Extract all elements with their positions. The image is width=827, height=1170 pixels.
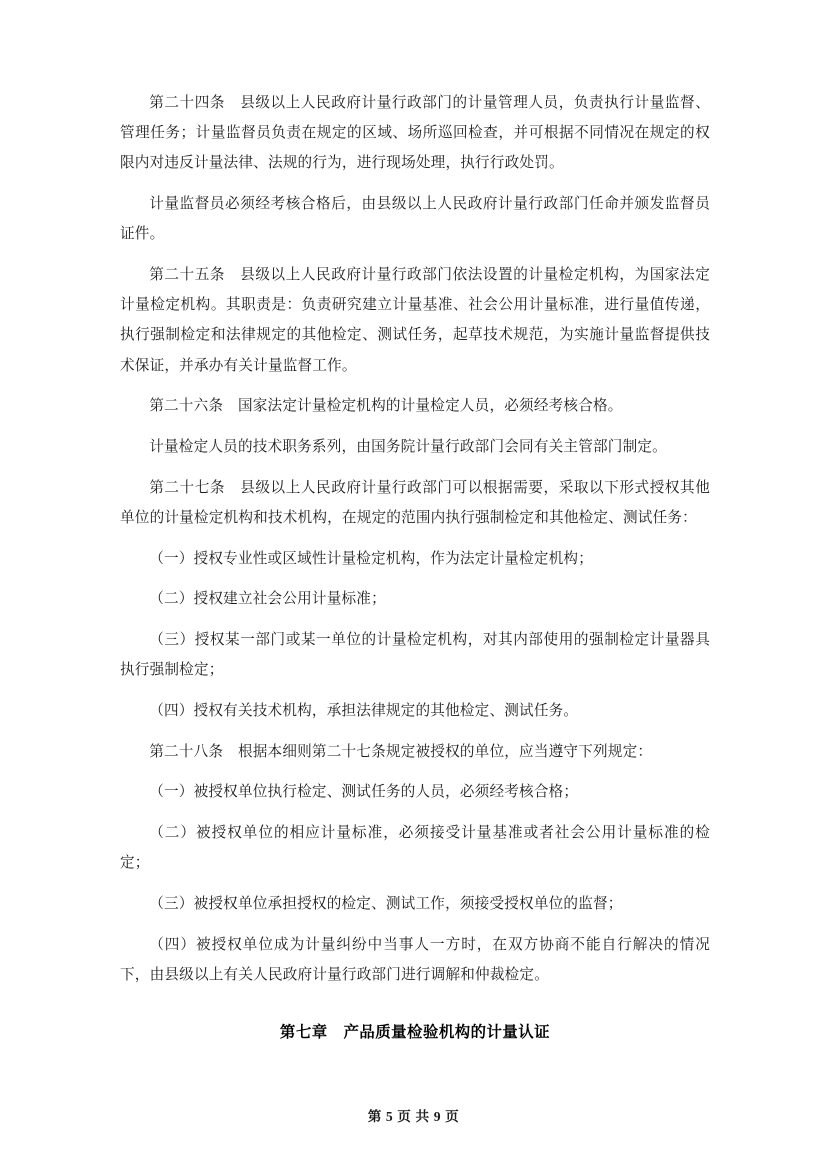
paragraph: 第二十四条 县级以上人民政府计量行政部门的计量管理人员，负责执行计量监督、管理任务；计量监督员负责在规定的区域、场所巡回检查，并可根据不同情况在规定的权限内对违反计量法律、法规的行为，进行现场处理，执行行政处罚。 bbox=[120, 95, 710, 172]
paragraph: 计量监督员必须经考核合格后，由县级以上人民政府计量行政部门任命并颁发监督员证件。 bbox=[120, 196, 710, 243]
footer-current-page: 5 bbox=[385, 1109, 394, 1124]
paragraph: （二）被授权单位的相应计量标准，必须接受计量基准或者社会公用计量标准的检定； bbox=[120, 825, 710, 872]
footer-middle: 页 共 bbox=[397, 1109, 430, 1124]
paragraph: （三）授权某一部门或某一单位的计量检定机构，对其内部使用的强制检定计量器具执行强制检定； bbox=[120, 632, 710, 679]
chapter-heading: 第七章 产品质量检验机构的计量认证 bbox=[279, 1024, 551, 1042]
paragraph: （四）被授权单位成为计量纠纷中当事人一方时，在双方协商不能自行解决的情况下，由县级以上有关人民政府计量行政部门进行调解和仲裁检定。 bbox=[120, 936, 710, 983]
paragraph: （三）被授权单位承担授权的检定、测试工作，须接受授权单位的监督； bbox=[149, 895, 623, 912]
document-body bbox=[120, 88, 710, 1047]
paragraph: （一）授权专业性或区域性计量检定机构，作为法定计量检定机构； bbox=[149, 550, 594, 567]
paragraph: 第二十八条 根据本细则第二十七条规定被授权的单位，应当遵守下列规定： bbox=[149, 743, 653, 760]
paragraph: （四）授权有关技术机构，承担法律规定的其他检定、测试任务。 bbox=[149, 702, 579, 719]
footer-total-pages: 9 bbox=[433, 1109, 442, 1124]
paragraph: （一）被授权单位执行检定、测试任务的人员，必须经考核合格； bbox=[149, 784, 579, 801]
paragraph: 计量检定人员的技术职务系列，由国务院计量行政部门会同有关主管部门制定。 bbox=[149, 439, 667, 456]
paragraph: 第二十七条 县级以上人民政府计量行政部门可以根据需要，采取以下形式授权其他单位的计量检定机构和技术机构，在规定的范围内执行强制检定和其他检定、测试任务： bbox=[120, 479, 710, 526]
footer-suffix: 页 bbox=[445, 1109, 460, 1124]
footer-prefix: 第 bbox=[367, 1109, 382, 1124]
page-footer bbox=[0, 1105, 827, 1125]
paragraph: （二）授权建立社会公用计量标准； bbox=[149, 591, 386, 608]
paragraph: 第二十六条 国家法定计量检定机构的计量检定人员，必须经考核合格。 bbox=[149, 398, 623, 415]
paragraph: 第二十五条 县级以上人民政府计量行政部门依法设置的计量检定机构，为国家法定计量检定机构。其职责是：负责研究建立计量基准、社会公用计量标准，进行量值传递，执行强制检定和法律规定的其他检定、测试任务，起草技术规范，为实施计量监督提供技术保证，并承办有关计量监督工作。 bbox=[120, 267, 710, 374]
